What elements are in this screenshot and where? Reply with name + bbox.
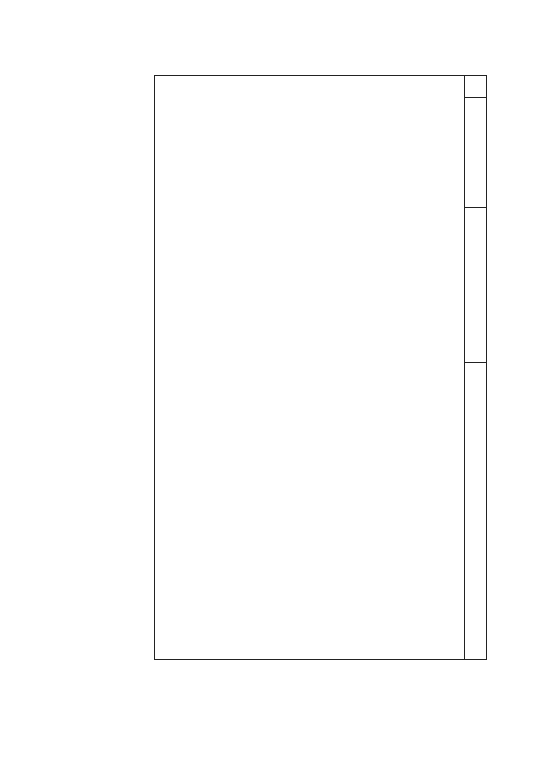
header-hazards xyxy=(465,363,486,661)
table-header-row xyxy=(464,76,486,659)
header-machine xyxy=(465,208,486,363)
hazard-table xyxy=(154,75,487,660)
header-project xyxy=(465,98,486,208)
header-seq xyxy=(465,76,486,98)
